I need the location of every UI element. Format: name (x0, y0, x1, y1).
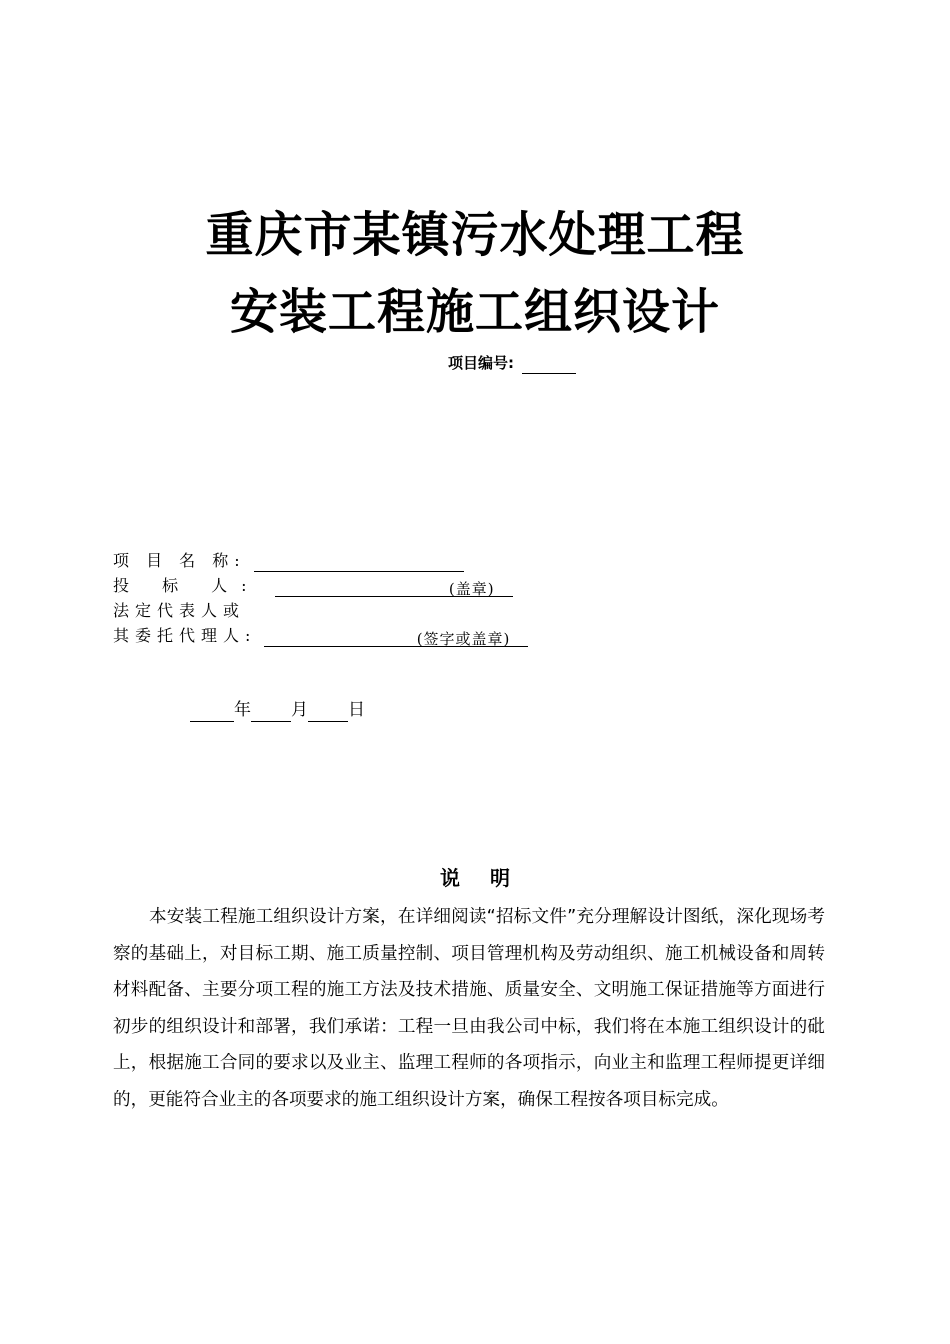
bidder-label: 投 标 人: (113, 576, 261, 595)
project-number-blank (522, 357, 576, 374)
representative-field (113, 625, 528, 647)
project-number (448, 352, 576, 374)
representative-label-line-1 (113, 600, 245, 622)
date-line (190, 698, 365, 722)
month-label: 月 (291, 700, 308, 720)
bidder-field (113, 575, 513, 597)
representative-blank (264, 628, 528, 647)
month-blank (251, 703, 291, 722)
day-blank (308, 703, 348, 722)
representative-label-2: 其委托代理人: (113, 626, 257, 645)
representative-label-1: 法定代表人或 (113, 601, 246, 620)
project-name-blank (254, 553, 464, 572)
document-title-line-1: 重庆市某镇污水处理工程 (205, 207, 745, 263)
bidder-blank (275, 578, 513, 597)
year-label: 年 (234, 700, 251, 720)
section-paragraph: 本安装工程施工组织设计方案，在详细阅读“招标文件”充分理解设计图纸，深化现场考察的基础上，对目标工期、施工质量控制、项目管理机构及劳动组织、施工机械设备和周转材料配备、主要分项工程的施工方法及技术措施、质量安全、文明施工保证措施等方面进行初步的组织设计和部署，我们承诺：工程一旦由我公司中标，我们将在本施工组织设计的砒上，根据施工合同的要求以及业主、监理工程师的各项指示，向业主和监理工程师提更详细的，更能符合业主的各项要求的施工组织设计方案，确保工程按各项目标完成。 (113, 907, 825, 1110)
year-blank (190, 703, 234, 722)
project-number-label: 项目编号: (448, 354, 514, 372)
representative-hint: (签字或盖章) (416, 630, 511, 648)
bidder-hint: (盖章) (448, 580, 495, 598)
section-heading: 说明 (440, 866, 540, 890)
document-title-line-2: 安装工程施工组织设计 (229, 284, 720, 340)
day-label: 日 (348, 700, 365, 720)
project-name-label: 项 目 名 称: (113, 551, 246, 570)
project-name-field (113, 550, 464, 572)
